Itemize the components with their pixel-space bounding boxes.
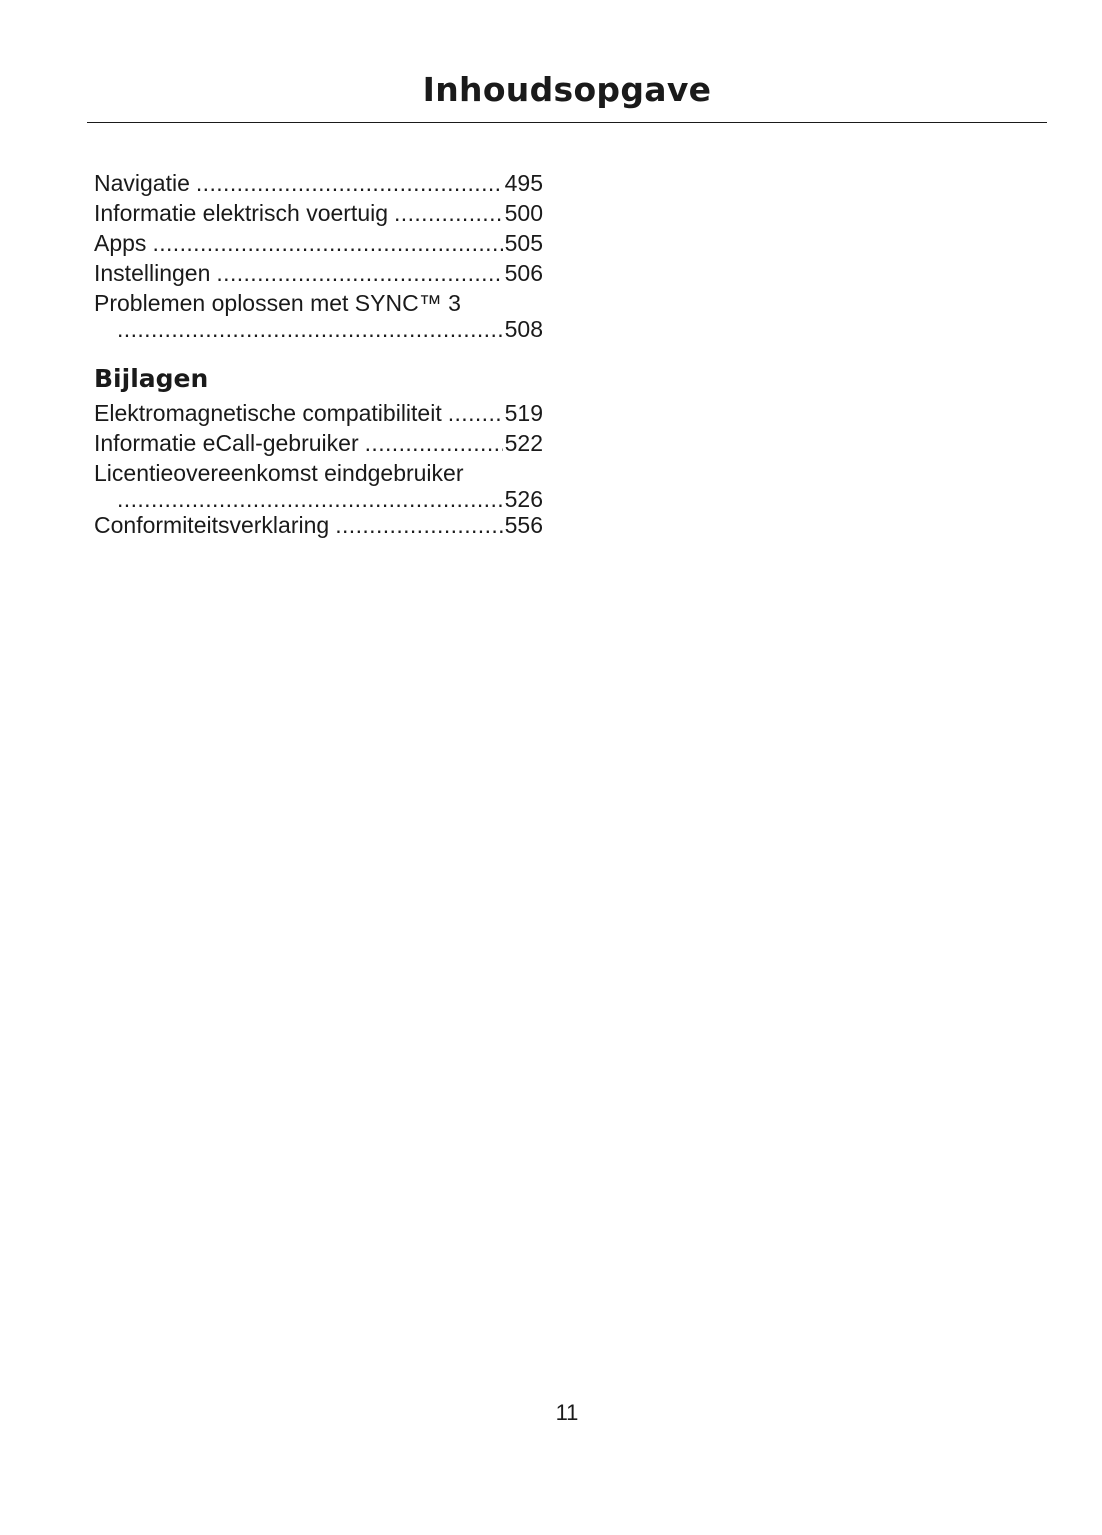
toc-entry-informatie-ecall-gebruiker[interactable]	[94, 428, 543, 458]
toc-list	[94, 168, 543, 340]
toc-entry-label: Licentieovereenkomst eindgebruiker	[94, 460, 464, 486]
toc-entry-page: 522	[504, 430, 543, 456]
dot-leader	[394, 198, 503, 228]
toc-entry-label: Informatie elektrisch voertuig	[94, 200, 389, 226]
toc-entry-continuation	[94, 318, 543, 340]
toc-entry-label: Elektromagnetische compatibiliteit	[94, 400, 442, 426]
toc-entry-page: 526	[504, 486, 543, 512]
dot-leader	[196, 168, 503, 198]
page-number: 11	[555, 1400, 579, 1425]
toc-entry-page: 506	[504, 260, 543, 286]
toc-entry-label: Informatie eCall-gebruiker	[94, 430, 359, 456]
dot-leader	[117, 488, 503, 510]
toc-entry-page: 505	[504, 230, 543, 256]
toc-entry-apps[interactable]	[94, 228, 543, 258]
dot-leader	[216, 258, 502, 288]
toc-entry-elektromagnetische-compatibiliteit[interactable]	[94, 398, 543, 428]
toc-entry-informatie-elektrisch-voertuig[interactable]	[94, 198, 543, 228]
toc-entry-label: Instellingen	[94, 260, 211, 286]
toc-entry-page: 495	[504, 170, 543, 196]
toc-entry-page: 500	[504, 200, 543, 226]
section-heading-bijlagen: Bijlagen	[94, 364, 209, 393]
title-divider	[87, 122, 1047, 123]
toc-entry-navigatie[interactable]	[94, 168, 543, 198]
toc-entry-label: Problemen oplossen met SYNC™ 3	[94, 290, 461, 316]
toc-entry-continuation	[94, 488, 543, 510]
toc-entry-page: 519	[504, 400, 543, 426]
dot-leader	[448, 398, 503, 428]
page-title: Inhoudsopgave	[422, 70, 712, 109]
toc-entry-page: 508	[504, 316, 543, 342]
toc-entry-licentieovereenkomst-eindgebruiker[interactable]	[94, 458, 543, 510]
dot-leader	[365, 428, 503, 458]
toc-entry-page: 556	[504, 512, 543, 538]
toc-list-bijlagen	[94, 398, 543, 540]
dot-leader	[335, 510, 502, 540]
toc-entry-instellingen[interactable]	[94, 258, 543, 288]
toc-entry-conformiteitsverklaring[interactable]	[94, 510, 543, 540]
toc-entry-label: Conformiteitsverklaring	[94, 512, 330, 538]
dot-leader	[152, 228, 502, 258]
toc-entry-label: Navigatie	[94, 170, 190, 196]
dot-leader	[117, 318, 503, 340]
toc-entry-label: Apps	[94, 230, 147, 256]
toc-entry-problemen-oplossen-sync3[interactable]	[94, 288, 543, 340]
